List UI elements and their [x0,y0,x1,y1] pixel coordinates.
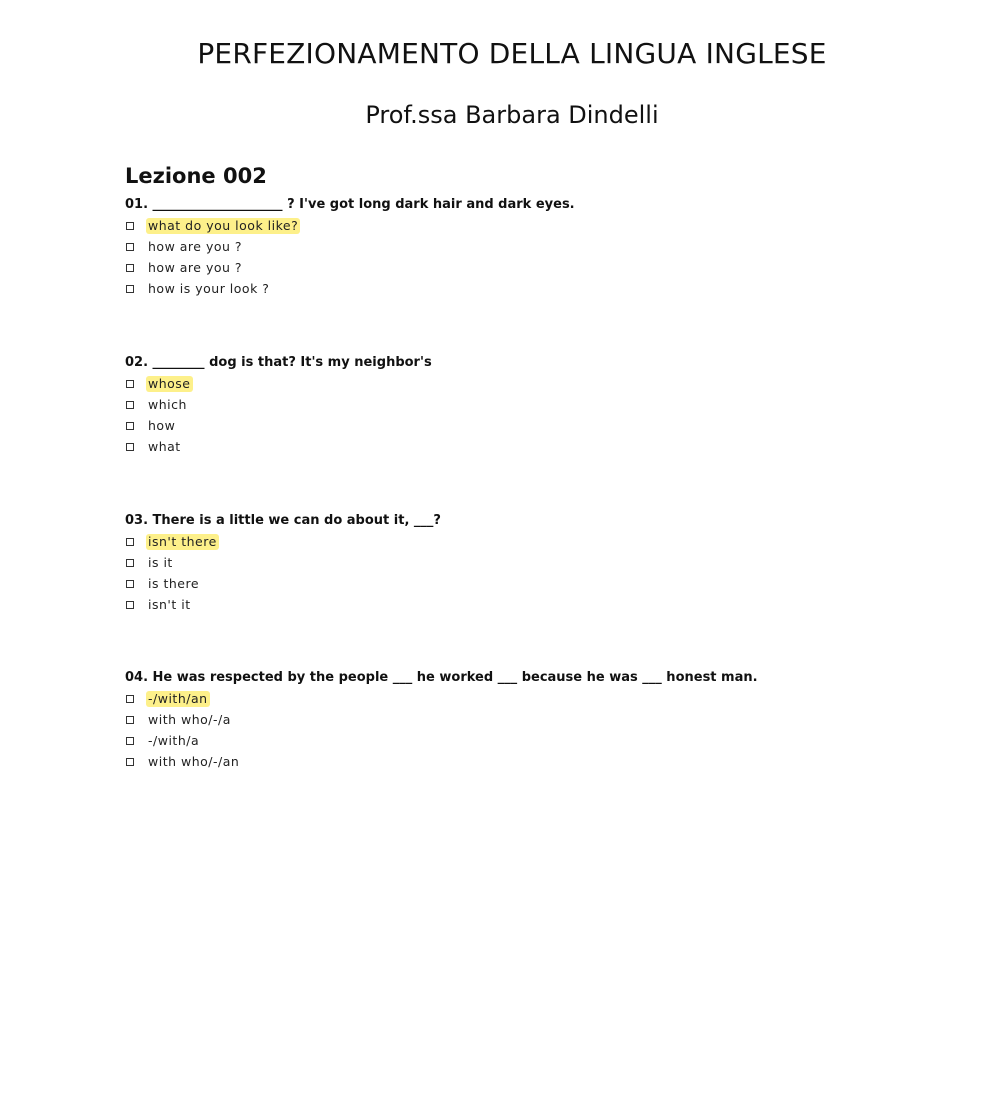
option-label: what do you look like? [148,217,299,233]
answer-option[interactable] [125,552,885,573]
answer-option[interactable] [125,394,885,415]
checkbox-icon[interactable] [126,716,134,724]
checkbox-icon[interactable] [126,264,134,272]
checkbox-icon[interactable] [126,285,134,293]
option-label: with who/-/an [148,753,240,769]
option-label: -/with/a [148,732,200,748]
answer-option[interactable] [125,573,885,594]
answer-options [125,215,885,299]
answer-option[interactable] [125,751,885,772]
answer-option-highlighted[interactable] [125,215,885,236]
question-04 [125,667,885,772]
answer-option[interactable] [125,594,885,615]
checkbox-icon[interactable] [126,380,134,388]
option-label: how are you ? [148,259,243,275]
question-01 [125,194,885,299]
option-label: is there [148,575,200,591]
option-label: how is your look ? [148,280,270,296]
answer-option-highlighted[interactable] [125,688,885,709]
question-text: 02. ________ dog is that? It's my neighbor's [125,355,432,370]
option-label: isn't it [148,596,191,612]
option-label: what [148,438,181,454]
option-label: with who/-/a [148,711,231,727]
answer-option[interactable] [125,730,885,751]
option-label: how are you ? [148,238,243,254]
checkbox-icon[interactable] [126,422,134,430]
checkbox-icon[interactable] [126,222,134,230]
answer-option-highlighted[interactable] [125,531,885,552]
checkbox-icon[interactable] [126,401,134,409]
checkbox-icon[interactable] [126,538,134,546]
lesson-heading: Lezione 002 [125,164,267,188]
answer-option[interactable] [125,278,885,299]
question-text: 01. ____________________ ? I've got long dark hair and dark eyes. [125,197,575,212]
question-02 [125,352,885,457]
checkbox-icon[interactable] [126,695,134,703]
option-label: is it [148,554,173,570]
checkbox-icon[interactable] [126,243,134,251]
checkbox-icon[interactable] [126,580,134,588]
question-text: 04. He was respected by the people ___ he worked ___ because he was ___ honest man. [125,670,758,685]
option-label: how [148,417,176,433]
checkbox-icon[interactable] [126,559,134,567]
option-label: whose [148,375,191,391]
answer-option-highlighted[interactable] [125,373,885,394]
question-03 [125,510,885,615]
answer-options [125,531,885,615]
document-subtitle: Prof.ssa Barbara Dindelli [365,101,659,129]
document-title: PERFEZIONAMENTO DELLA LINGUA INGLESE [197,37,827,70]
checkbox-icon[interactable] [126,737,134,745]
option-label: -/with/an [148,690,208,706]
option-label: isn't there [148,533,217,549]
checkbox-icon[interactable] [126,758,134,766]
answer-option[interactable] [125,236,885,257]
answer-options [125,688,885,772]
answer-option[interactable] [125,709,885,730]
checkbox-icon[interactable] [126,601,134,609]
option-label: which [148,396,187,412]
question-text: 03. There is a little we can do about it, ___? [125,513,441,528]
checkbox-icon[interactable] [126,443,134,451]
answer-option[interactable] [125,257,885,278]
answer-option[interactable] [125,415,885,436]
answer-option[interactable] [125,436,885,457]
answer-options [125,373,885,457]
